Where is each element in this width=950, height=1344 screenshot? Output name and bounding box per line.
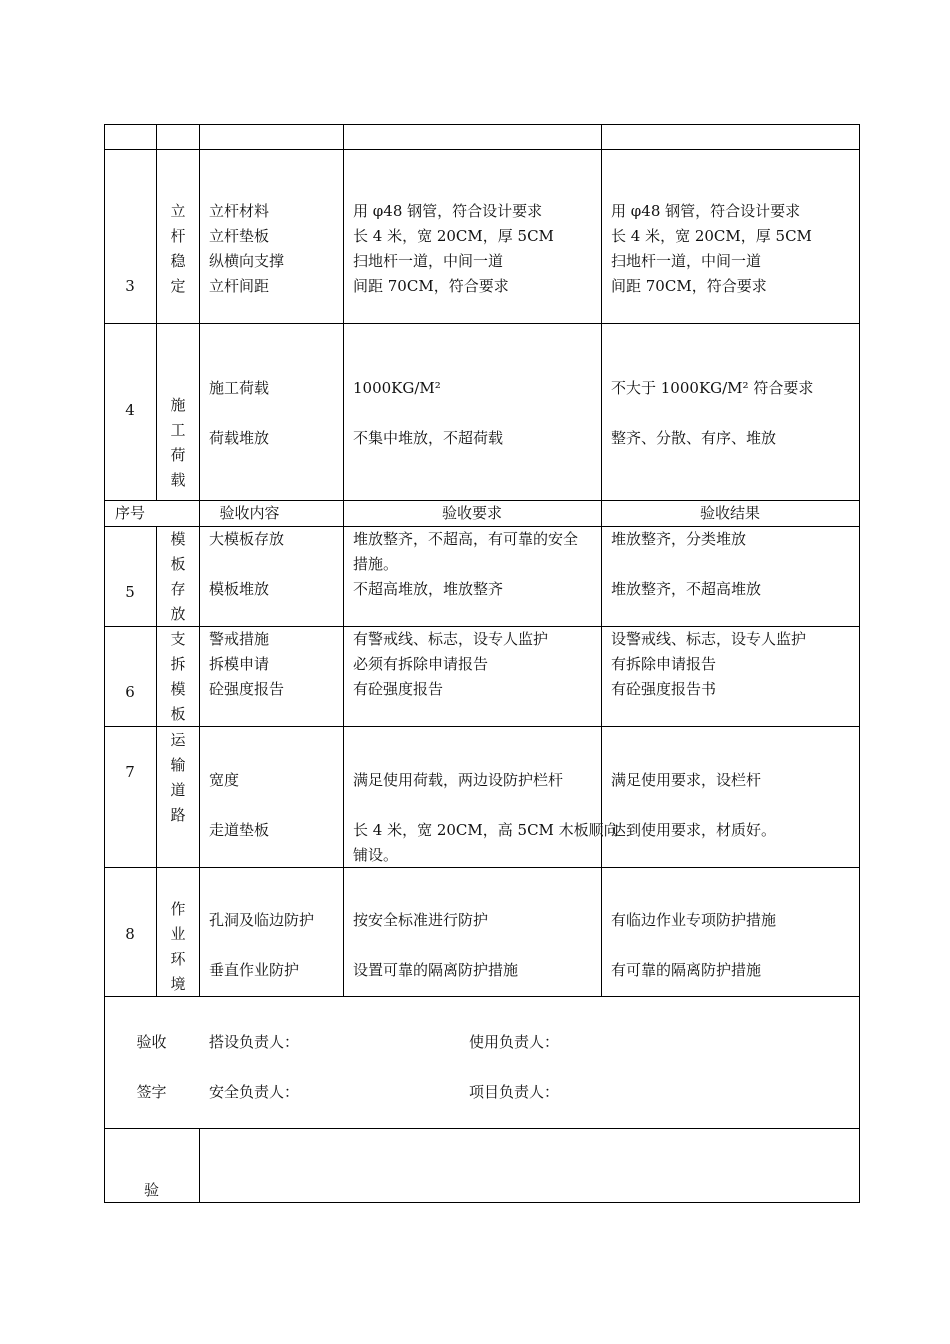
item: 立杆间距 bbox=[209, 277, 270, 295]
category: 作 业 环 境 bbox=[170, 900, 186, 993]
category: 模 板 存 放 bbox=[170, 530, 186, 623]
requirement: 1000KG/M² bbox=[353, 379, 441, 397]
result: 不大于 1000KG/M² 符合要求 bbox=[611, 379, 814, 397]
requirement: 有警戒线、标志，设专人监护 bbox=[353, 630, 549, 648]
item: 荷载堆放 bbox=[209, 429, 270, 447]
bottom-label: 验 bbox=[143, 1181, 159, 1199]
requirement: 长 4 米，宽 20CM，高 5CM 木板顺向 bbox=[353, 821, 619, 839]
category: 施 工 荷 载 bbox=[170, 396, 186, 489]
requirement: 按安全标准进行防护 bbox=[353, 911, 489, 929]
result: 达到使用要求，材质好。 bbox=[611, 821, 777, 839]
result: 间距 70CM，符合要求 bbox=[611, 277, 767, 295]
item: 大模板存放 bbox=[209, 530, 285, 548]
result: 用 φ48 钢管，符合设计要求 bbox=[611, 202, 801, 220]
item: 砼强度报告 bbox=[209, 680, 285, 698]
requirement: 铺设。 bbox=[353, 846, 399, 864]
item: 走道垫板 bbox=[209, 821, 270, 839]
requirement: 扫地杆一道，中间一道 bbox=[353, 252, 504, 270]
result: 堆放整齐，不超高堆放 bbox=[611, 580, 762, 598]
category: 支 拆 模 板 bbox=[170, 630, 186, 723]
requirement: 用 φ48 钢管，符合设计要求 bbox=[353, 202, 543, 220]
result: 有可靠的隔离防护措施 bbox=[611, 961, 762, 979]
requirement: 设置可靠的隔离防护措施 bbox=[353, 961, 519, 979]
item: 施工荷载 bbox=[209, 379, 270, 397]
item: 立杆垫板 bbox=[209, 227, 270, 245]
header-content: 验收内容 bbox=[219, 504, 280, 522]
requirement: 措施。 bbox=[353, 555, 399, 573]
result: 有临边作业专项防护措施 bbox=[611, 911, 777, 929]
row-number: 8 bbox=[125, 925, 135, 943]
result: 扫地杆一道，中间一道 bbox=[611, 252, 762, 270]
requirement: 长 4 米，宽 20CM，厚 5CM bbox=[353, 227, 554, 245]
requirement: 间距 70CM，符合要求 bbox=[353, 277, 509, 295]
safety-signature: 安全负责人： bbox=[209, 1083, 300, 1101]
requirement: 满足使用荷载，两边设防护栏杆 bbox=[353, 771, 564, 789]
result: 满足使用要求，设栏杆 bbox=[611, 771, 762, 789]
requirement: 有砼强度报告 bbox=[353, 680, 444, 698]
row-number: 4 bbox=[125, 401, 135, 419]
header-requirement: 验收要求 bbox=[441, 504, 502, 522]
category: 运 输 道 路 bbox=[170, 731, 186, 824]
item: 宽度 bbox=[209, 771, 240, 789]
requirement: 不集中堆放，不超荷载 bbox=[353, 429, 504, 447]
signature-label: 验收 bbox=[136, 1033, 167, 1051]
result: 有砼强度报告书 bbox=[611, 680, 717, 698]
result: 有拆除申请报告 bbox=[611, 655, 717, 673]
result: 堆放整齐，分类堆放 bbox=[611, 530, 747, 548]
item: 立杆材料 bbox=[209, 202, 270, 220]
item: 警戒措施 bbox=[209, 630, 270, 648]
item: 垂直作业防护 bbox=[209, 961, 300, 979]
user-signature: 使用负责人： bbox=[469, 1033, 560, 1051]
category: 立 杆 稳 定 bbox=[170, 202, 186, 295]
row-number: 5 bbox=[125, 583, 135, 601]
result: 整齐、分散、有序、堆放 bbox=[611, 429, 777, 447]
row-number: 3 bbox=[125, 277, 135, 295]
item: 孔洞及临边防护 bbox=[209, 911, 315, 929]
builder-signature: 搭设负责人： bbox=[209, 1033, 300, 1051]
row-number: 7 bbox=[125, 763, 135, 781]
project-signature: 项目负责人： bbox=[469, 1083, 560, 1101]
row-number: 6 bbox=[125, 683, 135, 701]
requirement: 必须有拆除申请报告 bbox=[353, 655, 489, 673]
item: 模板堆放 bbox=[209, 580, 270, 598]
header-no: 序号 bbox=[114, 504, 145, 522]
item: 拆模申请 bbox=[209, 655, 270, 673]
header-result: 验收结果 bbox=[699, 504, 760, 522]
signature-label: 签字 bbox=[136, 1083, 167, 1101]
requirement: 不超高堆放，堆放整齐 bbox=[353, 580, 504, 598]
result: 长 4 米，宽 20CM，厚 5CM bbox=[611, 227, 812, 245]
item: 纵横向支撑 bbox=[209, 252, 285, 270]
requirement: 堆放整齐，不超高，有可靠的安全 bbox=[353, 530, 579, 548]
result: 设警戒线、标志，设专人监护 bbox=[611, 630, 807, 648]
